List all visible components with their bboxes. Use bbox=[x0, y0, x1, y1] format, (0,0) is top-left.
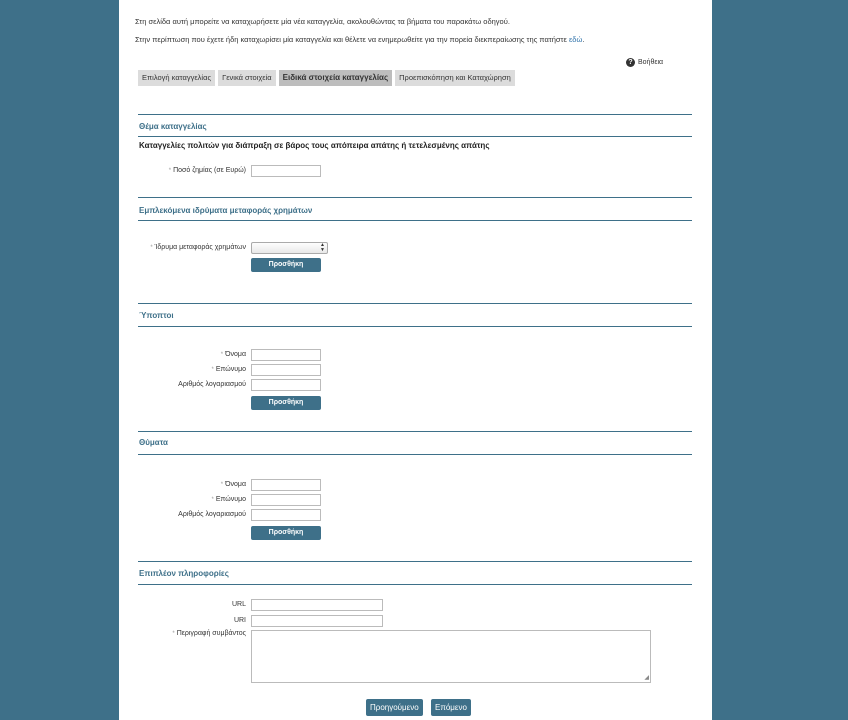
help-link[interactable] bbox=[626, 58, 663, 67]
suspect-name-input[interactable] bbox=[251, 349, 321, 361]
suspect-surname-input[interactable] bbox=[251, 364, 321, 376]
help-label: Βοήθεια bbox=[638, 59, 664, 66]
section-divider bbox=[138, 136, 692, 137]
tab-specific-details[interactable]: Ειδικά στοιχεία καταγγελίας bbox=[279, 70, 393, 86]
suspect-surname-label bbox=[212, 366, 246, 373]
page-content bbox=[119, 0, 712, 720]
victim-surname-label bbox=[212, 496, 246, 503]
suspects-section-title: Ύποπτοι bbox=[139, 311, 174, 320]
help-circle-icon: ? bbox=[626, 58, 635, 67]
add-victim-button[interactable]: Προσθήκη bbox=[251, 526, 321, 540]
url-input[interactable] bbox=[251, 599, 383, 611]
section-divider bbox=[138, 197, 692, 198]
victim-surname-label-text: Επώνυμο bbox=[215, 496, 246, 503]
required-marker: * bbox=[150, 245, 153, 251]
victims-section-title: Θύματα bbox=[139, 438, 168, 447]
victim-account-input[interactable] bbox=[251, 509, 321, 521]
tab-preview-submit[interactable]: Προεπισκόπηση και Καταχώρηση bbox=[395, 70, 515, 86]
victim-name-input[interactable] bbox=[251, 479, 321, 491]
suspect-surname-label-text: Επώνυμο bbox=[215, 366, 246, 373]
required-marker: * bbox=[220, 482, 224, 488]
uri-label: URI bbox=[233, 617, 246, 624]
wizard-tabs bbox=[138, 70, 515, 86]
description-textarea[interactable] bbox=[251, 630, 651, 683]
url-label: URL bbox=[231, 601, 246, 608]
add-suspect-button[interactable]: Προσθήκη bbox=[251, 396, 321, 410]
extra-info-section-title: Επιπλέον πληροφορίες bbox=[139, 569, 229, 578]
section-divider bbox=[138, 584, 692, 585]
resize-handle-icon[interactable]: ◢ bbox=[644, 675, 649, 681]
select-arrows-icon: ▲ ▼ bbox=[320, 242, 325, 253]
required-marker: * bbox=[172, 631, 175, 637]
section-divider bbox=[138, 561, 692, 562]
intro-line-2-text: Στην περίπτωση που έχετε ήδη καταχωρίσει μία καταγγελία και θέλετε να ενημερωθείτε για την πορεία διεκπεραίωσης της πατήστε bbox=[135, 35, 569, 44]
victim-surname-input[interactable] bbox=[251, 494, 321, 506]
section-divider bbox=[138, 326, 692, 327]
institutions-section-title: Εμπλεκόμενα ιδρύματα μεταφοράς χρημάτων bbox=[139, 206, 313, 215]
section-divider bbox=[138, 303, 692, 304]
victim-name-label-text: Όνομα bbox=[225, 481, 246, 488]
previous-button[interactable]: Προηγούμενο bbox=[366, 699, 423, 716]
intro-line-1: Στη σελίδα αυτή μπορείτε να καταχωρήσετε μία νέα καταγγελία, ακολουθώντας τα βήματα του παρακάτω οδηγού. bbox=[135, 17, 510, 26]
tab-complaint-selection[interactable]: Επιλογή καταγγελίας bbox=[138, 70, 215, 86]
section-divider bbox=[138, 431, 692, 432]
section-divider bbox=[138, 114, 692, 115]
victim-account-label: Αριθμός λογαριασμού bbox=[178, 511, 246, 518]
add-institution-button[interactable]: Προσθήκη bbox=[251, 258, 321, 272]
suspect-account-label: Αριθμός λογαριασμού bbox=[178, 381, 246, 388]
damage-amount-label-text: Ποσό ζημίας (σε Ευρώ) bbox=[173, 167, 246, 174]
required-marker: * bbox=[211, 497, 214, 503]
here-link[interactable]: εδώ bbox=[568, 35, 583, 44]
institution-label bbox=[150, 244, 246, 251]
description-label-text: Περιγραφή συμβάντος bbox=[176, 630, 246, 637]
institution-label-text: Ίδρυμα μεταφοράς χρημάτων bbox=[154, 244, 246, 251]
intro-line-2 bbox=[135, 35, 584, 44]
section-divider bbox=[138, 220, 692, 221]
complaint-subject: Καταγγελίες πολιτών για διάπραξη σε βάρος τους απόπειρα απάτης ή τετελεσμένης απάτης bbox=[139, 141, 490, 150]
tab-general-details[interactable]: Γενικά στοιχεία bbox=[218, 70, 276, 86]
damage-amount-input[interactable] bbox=[251, 165, 321, 177]
section-divider bbox=[138, 454, 692, 455]
next-button[interactable]: Επόμενο bbox=[431, 699, 471, 716]
suspect-name-label-text: Όνομα bbox=[225, 351, 246, 358]
victim-name-label bbox=[221, 481, 246, 488]
required-marker: * bbox=[168, 168, 172, 174]
subject-section-title: Θέμα καταγγελίας bbox=[139, 122, 207, 131]
damage-amount-label bbox=[169, 167, 246, 174]
required-marker: * bbox=[211, 367, 214, 373]
suspect-account-input[interactable] bbox=[251, 379, 321, 391]
intro-line-2-suffix: . bbox=[582, 35, 585, 44]
description-label bbox=[172, 630, 246, 637]
required-marker: * bbox=[220, 352, 224, 358]
uri-input[interactable] bbox=[251, 615, 383, 627]
institution-select[interactable] bbox=[251, 242, 328, 254]
suspect-name-label bbox=[221, 351, 246, 358]
